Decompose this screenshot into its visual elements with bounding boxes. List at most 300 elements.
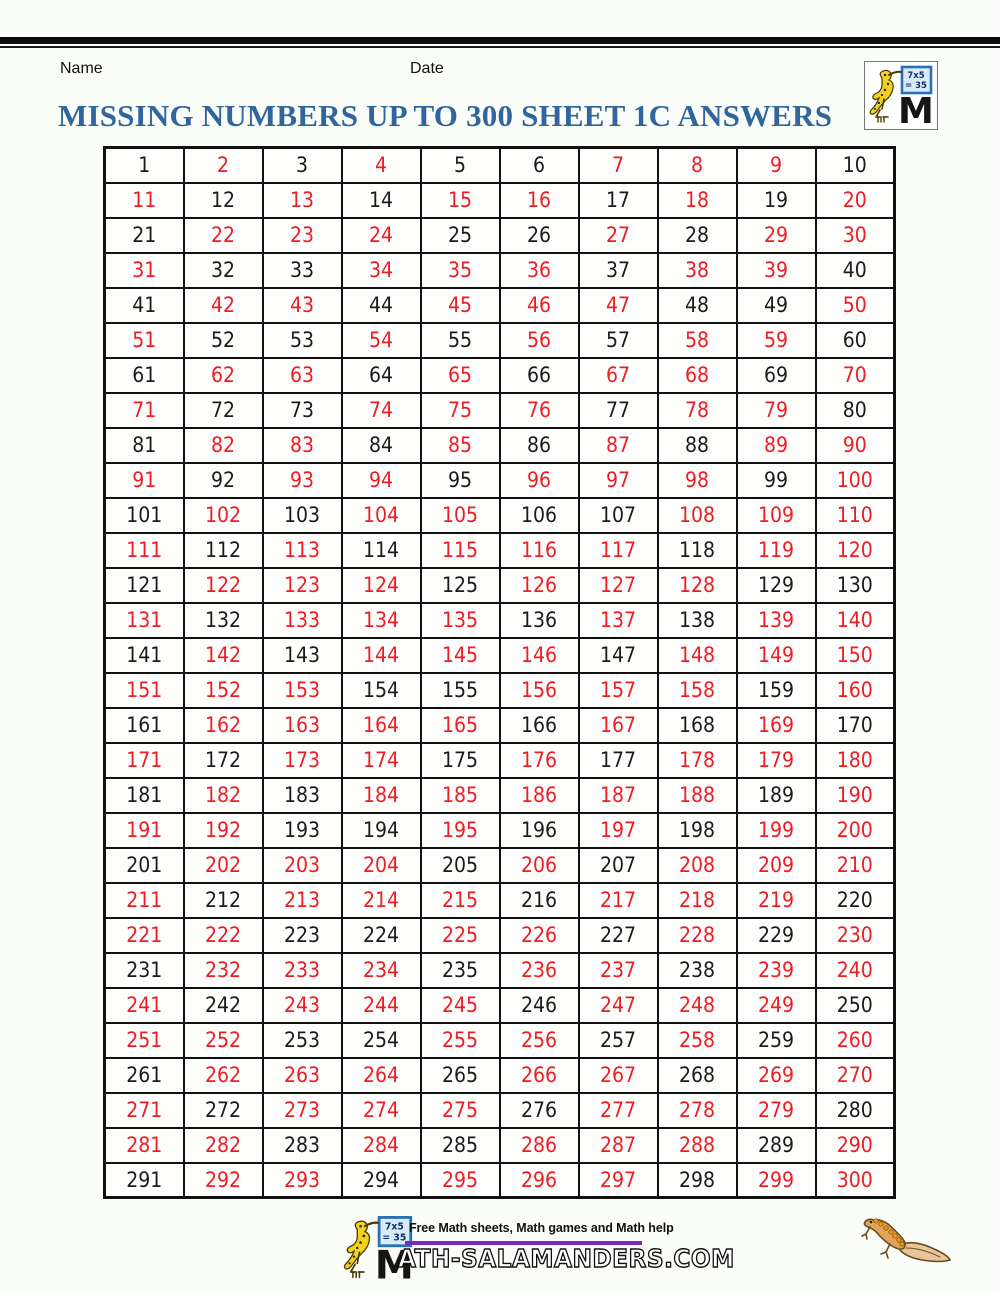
number-cell: 45: [421, 288, 500, 323]
number-cell: 92: [184, 463, 263, 498]
number-cell: 87: [579, 428, 658, 463]
number-cell: 203: [263, 848, 342, 883]
number-cell: 121: [105, 568, 184, 603]
number-cell: 300: [816, 1163, 895, 1198]
number-cell: 280: [816, 1093, 895, 1128]
number-cell: 136: [500, 603, 579, 638]
number-cell: 107: [579, 498, 658, 533]
number-cell: 125: [421, 568, 500, 603]
number-cell: 66: [500, 358, 579, 393]
number-cell: 128: [658, 568, 737, 603]
number-cell: 154: [342, 673, 421, 708]
table-row: [105, 393, 895, 428]
number-cell: 286: [500, 1128, 579, 1163]
number-cell: 8: [658, 148, 737, 183]
number-cell: 29: [737, 218, 816, 253]
number-cell: 2: [184, 148, 263, 183]
number-cell: 228: [658, 918, 737, 953]
table-row: [105, 918, 895, 953]
number-cell: 65: [421, 358, 500, 393]
table-row: [105, 253, 895, 288]
table-row: [105, 1023, 895, 1058]
number-cell: 33: [263, 253, 342, 288]
number-cell: 147: [579, 638, 658, 673]
number-cell: 17: [579, 183, 658, 218]
number-cell: 93: [263, 463, 342, 498]
number-cell: 289: [737, 1128, 816, 1163]
number-cell: 266: [500, 1058, 579, 1093]
number-cell: 265: [421, 1058, 500, 1093]
page-title: MISSING NUMBERS UP TO 300 SHEET 1C ANSWERS: [58, 98, 833, 133]
number-cell: 41: [105, 288, 184, 323]
number-cell: 233: [263, 953, 342, 988]
number-cell: 275: [421, 1093, 500, 1128]
number-cell: 60: [816, 323, 895, 358]
number-cell: 174: [342, 743, 421, 778]
salamander-math-board-icon: [868, 65, 934, 126]
number-cell: 173: [263, 743, 342, 778]
number-cell: 20: [816, 183, 895, 218]
number-cell: 220: [816, 883, 895, 918]
date-label: Date: [410, 60, 444, 77]
number-cell: 188: [658, 778, 737, 813]
table-row: [105, 743, 895, 778]
number-cell: 281: [105, 1128, 184, 1163]
number-cell: 104: [342, 498, 421, 533]
number-cell: 215: [421, 883, 500, 918]
number-cell: 10: [816, 148, 895, 183]
number-cell: 70: [816, 358, 895, 393]
number-cell: 83: [263, 428, 342, 463]
table-row: [105, 953, 895, 988]
number-cell: 123: [263, 568, 342, 603]
number-cell: 213: [263, 883, 342, 918]
number-cell: 138: [658, 603, 737, 638]
table-row: [105, 463, 895, 498]
number-cell: 226: [500, 918, 579, 953]
number-cell: 229: [737, 918, 816, 953]
number-cell: 141: [105, 638, 184, 673]
number-cell: 67: [579, 358, 658, 393]
number-cell: 48: [658, 288, 737, 323]
number-cell: 90: [816, 428, 895, 463]
number-cell: 53: [263, 323, 342, 358]
number-cell: 108: [658, 498, 737, 533]
number-cell: 193: [263, 813, 342, 848]
number-cell: 157: [579, 673, 658, 708]
number-cell: 172: [184, 743, 263, 778]
number-cell: 109: [737, 498, 816, 533]
number-cell: 114: [342, 533, 421, 568]
table-row: [105, 883, 895, 918]
number-cell: 116: [500, 533, 579, 568]
table-row: [105, 988, 895, 1023]
number-cell: 137: [579, 603, 658, 638]
number-cell: 178: [658, 743, 737, 778]
number-cell: 274: [342, 1093, 421, 1128]
number-cell: 82: [184, 428, 263, 463]
number-cell: 200: [816, 813, 895, 848]
number-cell: 168: [658, 708, 737, 743]
number-cell: 122: [184, 568, 263, 603]
number-cell: 151: [105, 673, 184, 708]
footer-wordmark: ATH-SALAMANDERS.COM: [398, 1244, 735, 1273]
number-cell: 106: [500, 498, 579, 533]
table-row: [105, 498, 895, 533]
number-cell: 69: [737, 358, 816, 393]
number-cell: 117: [579, 533, 658, 568]
number-cell: 270: [816, 1058, 895, 1093]
number-cell: 201: [105, 848, 184, 883]
number-cell: 257: [579, 1023, 658, 1058]
number-cell: 297: [579, 1163, 658, 1198]
number-cell: 112: [184, 533, 263, 568]
number-cell: 134: [342, 603, 421, 638]
number-cell: 31: [105, 253, 184, 288]
table-row: [105, 148, 895, 183]
table-row: [105, 218, 895, 253]
number-cell: 39: [737, 253, 816, 288]
number-cell: 245: [421, 988, 500, 1023]
number-cell: 260: [816, 1023, 895, 1058]
number-cell: 56: [500, 323, 579, 358]
number-cell: 89: [737, 428, 816, 463]
number-cell: 28: [658, 218, 737, 253]
number-cell: 140: [816, 603, 895, 638]
number-cell: 84: [342, 428, 421, 463]
number-cell: 73: [263, 393, 342, 428]
number-cell: 156: [500, 673, 579, 708]
number-cell: 230: [816, 918, 895, 953]
newt-icon: [860, 1210, 955, 1277]
number-cell: 30: [816, 218, 895, 253]
number-cell: 194: [342, 813, 421, 848]
number-cell: 153: [263, 673, 342, 708]
number-cell: 249: [737, 988, 816, 1023]
number-cell: 250: [816, 988, 895, 1023]
number-grid: [103, 146, 896, 1199]
number-cell: 27: [579, 218, 658, 253]
number-cell: 268: [658, 1058, 737, 1093]
number-cell: 198: [658, 813, 737, 848]
number-cell: 111: [105, 533, 184, 568]
number-cell: 227: [579, 918, 658, 953]
number-cell: 142: [184, 638, 263, 673]
number-cell: 177: [579, 743, 658, 778]
number-cell: 209: [737, 848, 816, 883]
table-row: [105, 288, 895, 323]
number-cell: 145: [421, 638, 500, 673]
number-cell: 246: [500, 988, 579, 1023]
number-cell: 52: [184, 323, 263, 358]
number-cell: 78: [658, 393, 737, 428]
number-cell: 232: [184, 953, 263, 988]
number-cell: 256: [500, 1023, 579, 1058]
number-cell: 14: [342, 183, 421, 218]
table-row: [105, 848, 895, 883]
number-cell: 175: [421, 743, 500, 778]
number-cell: 71: [105, 393, 184, 428]
number-cell: 38: [658, 253, 737, 288]
number-cell: 291: [105, 1163, 184, 1198]
number-cell: 242: [184, 988, 263, 1023]
number-cell: 86: [500, 428, 579, 463]
number-cell: 76: [500, 393, 579, 428]
number-cell: 283: [263, 1128, 342, 1163]
number-cell: 239: [737, 953, 816, 988]
number-cell: 263: [263, 1058, 342, 1093]
number-cell: 51: [105, 323, 184, 358]
number-cell: 204: [342, 848, 421, 883]
number-cell: 129: [737, 568, 816, 603]
number-cell: 158: [658, 673, 737, 708]
number-cell: 186: [500, 778, 579, 813]
number-cell: 132: [184, 603, 263, 638]
number-cell: 77: [579, 393, 658, 428]
table-row: [105, 358, 895, 393]
number-cell: 110: [816, 498, 895, 533]
number-cell: 205: [421, 848, 500, 883]
number-cell: 85: [421, 428, 500, 463]
number-cell: 264: [342, 1058, 421, 1093]
number-cell: 22: [184, 218, 263, 253]
number-cell: 218: [658, 883, 737, 918]
number-cell: 32: [184, 253, 263, 288]
number-cell: 118: [658, 533, 737, 568]
number-cell: 57: [579, 323, 658, 358]
number-cell: 75: [421, 393, 500, 428]
number-cell: 284: [342, 1128, 421, 1163]
table-row: [105, 708, 895, 743]
number-cell: 80: [816, 393, 895, 428]
number-cell: 185: [421, 778, 500, 813]
number-cell: 113: [263, 533, 342, 568]
number-cell: 208: [658, 848, 737, 883]
number-cell: 96: [500, 463, 579, 498]
number-cell: 94: [342, 463, 421, 498]
number-cell: 64: [342, 358, 421, 393]
top-divider-bar: [0, 37, 1000, 48]
number-cell: 126: [500, 568, 579, 603]
number-cell: 176: [500, 743, 579, 778]
number-cell: 15: [421, 183, 500, 218]
number-cell: 127: [579, 568, 658, 603]
number-cell: 36: [500, 253, 579, 288]
number-cell: 143: [263, 638, 342, 673]
number-cell: 1: [105, 148, 184, 183]
number-cell: 234: [342, 953, 421, 988]
number-cell: 105: [421, 498, 500, 533]
table-row: [105, 1163, 895, 1198]
number-cell: 244: [342, 988, 421, 1023]
table-row: [105, 183, 895, 218]
number-cell: 181: [105, 778, 184, 813]
number-cell: 195: [421, 813, 500, 848]
number-cell: 279: [737, 1093, 816, 1128]
table-row: [105, 1058, 895, 1093]
number-cell: 16: [500, 183, 579, 218]
number-cell: 180: [816, 743, 895, 778]
number-cell: 182: [184, 778, 263, 813]
number-cell: 241: [105, 988, 184, 1023]
number-cell: 298: [658, 1163, 737, 1198]
name-label: Name: [60, 60, 103, 77]
table-row: [105, 428, 895, 463]
number-cell: 216: [500, 883, 579, 918]
number-cell: 18: [658, 183, 737, 218]
number-cell: 296: [500, 1163, 579, 1198]
number-cell: 146: [500, 638, 579, 673]
number-cell: 98: [658, 463, 737, 498]
number-cell: 50: [816, 288, 895, 323]
number-cell: 115: [421, 533, 500, 568]
number-cell: 72: [184, 393, 263, 428]
number-cell: 287: [579, 1128, 658, 1163]
number-cell: 42: [184, 288, 263, 323]
number-cell: 223: [263, 918, 342, 953]
number-cell: 254: [342, 1023, 421, 1058]
number-cell: 217: [579, 883, 658, 918]
table-row: [105, 813, 895, 848]
number-cell: 49: [737, 288, 816, 323]
table-row: [105, 1128, 895, 1163]
number-cell: 79: [737, 393, 816, 428]
number-cell: 290: [816, 1128, 895, 1163]
number-cell: 189: [737, 778, 816, 813]
number-cell: 102: [184, 498, 263, 533]
number-cell: 11: [105, 183, 184, 218]
number-cell: 12: [184, 183, 263, 218]
number-cell: 54: [342, 323, 421, 358]
table-row: [105, 778, 895, 813]
number-cell: 40: [816, 253, 895, 288]
number-cell: 184: [342, 778, 421, 813]
number-cell: 293: [263, 1163, 342, 1198]
number-cell: 35: [421, 253, 500, 288]
number-cell: 124: [342, 568, 421, 603]
number-cell: 170: [816, 708, 895, 743]
number-cell: 88: [658, 428, 737, 463]
number-cell: 214: [342, 883, 421, 918]
number-cell: 152: [184, 673, 263, 708]
number-cell: 149: [737, 638, 816, 673]
number-cell: 13: [263, 183, 342, 218]
number-cell: 197: [579, 813, 658, 848]
number-cell: 171: [105, 743, 184, 778]
number-cell: 183: [263, 778, 342, 813]
number-cell: 206: [500, 848, 579, 883]
number-cell: 37: [579, 253, 658, 288]
number-cell: 120: [816, 533, 895, 568]
number-cell: 59: [737, 323, 816, 358]
number-cell: 240: [816, 953, 895, 988]
table-row: [105, 568, 895, 603]
number-cell: 131: [105, 603, 184, 638]
number-cell: 271: [105, 1093, 184, 1128]
number-cell: 163: [263, 708, 342, 743]
footer-tagline: Free Math sheets, Math games and Math help: [409, 1221, 674, 1235]
number-cell: 97: [579, 463, 658, 498]
number-cell: 259: [737, 1023, 816, 1058]
number-cell: 103: [263, 498, 342, 533]
number-cell: 62: [184, 358, 263, 393]
table-row: [105, 638, 895, 673]
number-cell: 4: [342, 148, 421, 183]
table-row: [105, 533, 895, 568]
number-cell: 258: [658, 1023, 737, 1058]
number-cell: 251: [105, 1023, 184, 1058]
number-grid-body: [105, 148, 895, 1198]
number-cell: 190: [816, 778, 895, 813]
number-cell: 25: [421, 218, 500, 253]
number-cell: 236: [500, 953, 579, 988]
number-cell: 262: [184, 1058, 263, 1093]
table-row: [105, 673, 895, 708]
number-cell: 101: [105, 498, 184, 533]
number-cell: 267: [579, 1058, 658, 1093]
number-cell: 277: [579, 1093, 658, 1128]
table-row: [105, 603, 895, 638]
number-cell: 202: [184, 848, 263, 883]
number-cell: 139: [737, 603, 816, 638]
number-cell: 261: [105, 1058, 184, 1093]
number-cell: 210: [816, 848, 895, 883]
number-cell: 150: [816, 638, 895, 673]
number-cell: 235: [421, 953, 500, 988]
number-cell: 288: [658, 1128, 737, 1163]
number-cell: 282: [184, 1128, 263, 1163]
number-cell: 119: [737, 533, 816, 568]
number-cell: 164: [342, 708, 421, 743]
number-cell: 165: [421, 708, 500, 743]
number-cell: 144: [342, 638, 421, 673]
number-cell: 252: [184, 1023, 263, 1058]
number-cell: 247: [579, 988, 658, 1023]
number-cell: 63: [263, 358, 342, 393]
number-cell: 212: [184, 883, 263, 918]
table-row: [105, 323, 895, 358]
number-cell: 253: [263, 1023, 342, 1058]
number-cell: 224: [342, 918, 421, 953]
number-cell: 43: [263, 288, 342, 323]
number-cell: 237: [579, 953, 658, 988]
number-cell: 6: [500, 148, 579, 183]
table-row: [105, 1093, 895, 1128]
number-cell: 231: [105, 953, 184, 988]
number-cell: 219: [737, 883, 816, 918]
number-cell: 19: [737, 183, 816, 218]
number-cell: 243: [263, 988, 342, 1023]
number-cell: 276: [500, 1093, 579, 1128]
number-cell: 135: [421, 603, 500, 638]
number-cell: 24: [342, 218, 421, 253]
number-cell: 273: [263, 1093, 342, 1128]
number-cell: 269: [737, 1058, 816, 1093]
number-cell: 272: [184, 1093, 263, 1128]
number-cell: 199: [737, 813, 816, 848]
number-cell: 207: [579, 848, 658, 883]
number-cell: 162: [184, 708, 263, 743]
number-cell: 74: [342, 393, 421, 428]
number-cell: 130: [816, 568, 895, 603]
number-cell: 23: [263, 218, 342, 253]
number-cell: 294: [342, 1163, 421, 1198]
number-cell: 225: [421, 918, 500, 953]
number-cell: 161: [105, 708, 184, 743]
number-cell: 99: [737, 463, 816, 498]
number-cell: 46: [500, 288, 579, 323]
number-cell: 44: [342, 288, 421, 323]
